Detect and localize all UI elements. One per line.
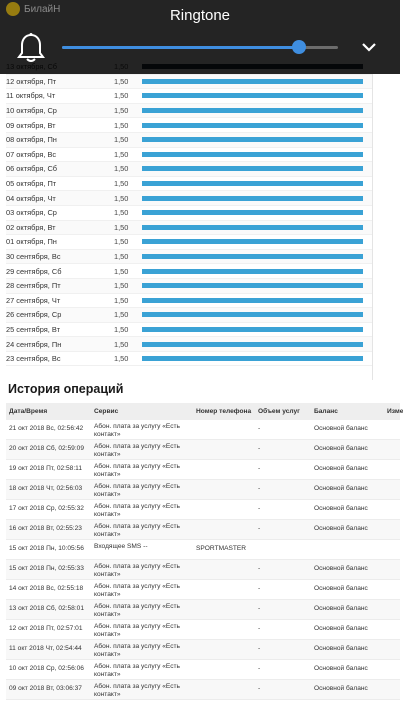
op-volume: - xyxy=(258,445,261,452)
daily-bar xyxy=(142,239,363,244)
op-datetime: 17 окт 2018 Ср, 02:55:32 xyxy=(9,505,84,512)
volume-overlay xyxy=(0,0,400,74)
daily-bar xyxy=(142,181,363,186)
daily-table-border xyxy=(372,74,373,380)
table-row[interactable] xyxy=(6,640,400,660)
daily-bar xyxy=(142,356,363,361)
op-balance: Основной баланс xyxy=(314,665,368,672)
col-datetime[interactable]: Дата/Время xyxy=(9,408,48,415)
table-row[interactable] xyxy=(6,620,400,640)
col-change[interactable]: Изме xyxy=(387,408,403,415)
op-volume: - xyxy=(258,665,261,672)
daily-amount: 1,50 xyxy=(114,149,129,159)
daily-row xyxy=(6,323,372,338)
op-datetime: 13 окт 2018 Сб, 02:58:01 xyxy=(9,605,85,612)
daily-amount: 1,50 xyxy=(114,266,129,276)
col-balance[interactable]: Баланс xyxy=(314,408,338,415)
op-balance: Основной баланс xyxy=(314,685,368,692)
daily-row xyxy=(6,264,372,279)
op-balance: Основной баланс xyxy=(314,485,368,492)
table-row[interactable] xyxy=(6,580,400,600)
daily-bar xyxy=(142,108,363,113)
daily-bar xyxy=(142,225,363,230)
daily-amount: 1,50 xyxy=(114,222,129,232)
op-service: Абон. плата за услугу «Есть контакт» xyxy=(94,583,180,598)
op-datetime: 15 окт 2018 Пн, 10:05:56 xyxy=(9,545,84,552)
op-balance: Основной баланс xyxy=(314,605,368,612)
op-phone: SPORTMASTER xyxy=(196,545,247,552)
op-balance: Основной баланс xyxy=(314,625,368,632)
daily-date: 28 сентября, Пт xyxy=(6,281,61,291)
op-service: Абон. плата за услугу «Есть контакт» xyxy=(94,483,180,498)
op-datetime: 15 окт 2018 Пн, 02:55:33 xyxy=(9,565,84,572)
daily-date: 30 сентября, Вс xyxy=(6,252,61,262)
daily-date: 27 сентября, Чт xyxy=(6,295,61,305)
col-service[interactable]: Сервис xyxy=(94,408,119,415)
daily-date: 09 октября, Вт xyxy=(6,120,56,130)
daily-amount: 1,50 xyxy=(114,106,129,116)
daily-amount: 1,50 xyxy=(114,295,129,305)
op-datetime: 21 окт 2018 Вс, 02:56:42 xyxy=(9,425,84,432)
op-service: Абон. плата за услугу «Есть контакт» xyxy=(94,523,180,538)
daily-date: 29 сентября, Сб xyxy=(6,266,62,276)
daily-amount: 1,50 xyxy=(114,354,129,364)
volume-slider-fill xyxy=(62,46,299,49)
daily-row xyxy=(6,279,372,294)
col-volume[interactable]: Объем услуг xyxy=(258,408,300,415)
daily-row xyxy=(6,352,372,367)
op-service: Входящее SMS -- xyxy=(94,543,148,550)
table-row[interactable] xyxy=(6,420,400,440)
daily-bar xyxy=(142,123,363,128)
op-datetime: 18 окт 2018 Чт, 02:56:03 xyxy=(9,485,83,492)
table-row[interactable] xyxy=(6,480,400,500)
daily-amount: 1,50 xyxy=(114,310,129,320)
op-volume: - xyxy=(258,465,261,472)
daily-row xyxy=(6,250,372,265)
daily-bar xyxy=(142,298,363,303)
daily-date: 23 сентября, Вс xyxy=(6,354,61,364)
daily-date: 10 октября, Ср xyxy=(6,106,57,116)
daily-bar xyxy=(142,166,363,171)
daily-date: 05 октября, Пт xyxy=(6,179,57,189)
daily-row xyxy=(6,75,372,90)
daily-row xyxy=(6,89,372,104)
op-volume: - xyxy=(258,485,261,492)
op-volume: - xyxy=(258,425,261,432)
daily-row xyxy=(6,148,372,163)
daily-bar xyxy=(142,93,363,98)
overlay-title: Ringtone xyxy=(169,7,231,24)
op-balance: Основной баланс xyxy=(314,425,368,432)
op-volume: - xyxy=(258,505,261,512)
daily-amount: 1,50 xyxy=(114,91,129,101)
daily-date: 02 октября, Вт xyxy=(6,222,56,232)
daily-date: 01 октября, Пн xyxy=(6,237,57,247)
daily-amount: 1,50 xyxy=(114,164,129,174)
daily-bar xyxy=(142,210,363,215)
daily-row xyxy=(6,294,372,309)
op-volume: - xyxy=(258,525,261,532)
daily-row xyxy=(6,191,372,206)
op-datetime: 16 окт 2018 Вт, 02:55:23 xyxy=(9,525,82,532)
chevron-down-icon[interactable] xyxy=(360,40,378,54)
brand-name: БилайН xyxy=(24,3,61,15)
op-volume: - xyxy=(258,565,261,572)
op-service: Абон. плата за услугу «Есть контакт» xyxy=(94,683,180,698)
op-balance: Основной баланс xyxy=(314,645,368,652)
daily-amount: 1,50 xyxy=(114,339,129,349)
op-service: Абон. плата за услугу «Есть контакт» xyxy=(94,423,180,438)
op-datetime: 12 окт 2018 Пт, 02:57:01 xyxy=(9,625,83,632)
op-service: Абон. плата за услугу «Есть контакт» xyxy=(94,503,180,518)
col-phone[interactable]: Номер телефона xyxy=(196,408,252,415)
table-row[interactable] xyxy=(6,540,400,560)
daily-row xyxy=(6,162,372,177)
daily-row xyxy=(6,118,372,133)
daily-row xyxy=(6,308,372,323)
daily-amount: 1,50 xyxy=(114,237,129,247)
daily-bar xyxy=(142,79,363,84)
daily-date: 04 октября, Чт xyxy=(6,193,56,203)
op-service: Абон. плата за услугу «Есть контакт» xyxy=(94,663,180,678)
daily-date: 08 октября, Пн xyxy=(6,135,57,145)
daily-row xyxy=(6,221,372,236)
op-datetime: 09 окт 2018 Вт, 03:06:37 xyxy=(9,685,82,692)
daily-amount: 1,50 xyxy=(114,281,129,291)
op-volume: - xyxy=(258,605,261,612)
table-row[interactable] xyxy=(6,660,400,680)
daily-date: 24 сентября, Пн xyxy=(6,339,62,349)
op-balance: Основной баланс xyxy=(314,465,368,472)
daily-bar xyxy=(142,283,363,288)
op-volume: - xyxy=(258,645,261,652)
daily-bar xyxy=(142,342,363,347)
op-service: Абон. плата за услугу «Есть контакт» xyxy=(94,443,180,458)
op-volume: - xyxy=(258,625,261,632)
daily-amount: 1,50 xyxy=(114,135,129,145)
table-row[interactable] xyxy=(6,600,400,620)
daily-amount: 1,50 xyxy=(114,252,129,262)
table-row[interactable] xyxy=(6,500,400,520)
op-volume: - xyxy=(258,685,261,692)
daily-row xyxy=(6,177,372,192)
op-service: Абон. плата за услугу «Есть контакт» xyxy=(94,623,180,638)
bell-icon[interactable] xyxy=(17,32,45,64)
operations-header xyxy=(6,403,403,420)
table-row[interactable] xyxy=(6,560,400,580)
daily-bar xyxy=(142,152,363,157)
daily-date: 11 октября, Чт xyxy=(6,91,56,101)
daily-bar xyxy=(142,137,363,142)
op-balance: Основной баланс xyxy=(314,565,368,572)
table-row[interactable] xyxy=(6,460,400,480)
operations-title: История операций xyxy=(8,382,124,396)
op-datetime: 10 окт 2018 Ср, 02:56:06 xyxy=(9,665,84,672)
daily-date: 12 октября, Пт xyxy=(6,76,57,86)
daily-amount: 1,50 xyxy=(114,76,129,86)
op-balance: Основной баланс xyxy=(314,505,368,512)
op-volume: - xyxy=(258,585,261,592)
op-datetime: 20 окт 2018 Сб, 02:59:09 xyxy=(9,445,85,452)
op-service: Абон. плата за услугу «Есть контакт» xyxy=(94,643,180,658)
op-datetime: 14 окт 2018 Вс, 02:55:18 xyxy=(9,585,84,592)
op-service: Абон. плата за услугу «Есть контакт» xyxy=(94,563,180,578)
op-balance: Основной баланс xyxy=(314,585,368,592)
daily-row xyxy=(6,206,372,221)
daily-row xyxy=(6,133,372,148)
op-balance: Основной баланс xyxy=(314,445,368,452)
daily-amount: 1,50 xyxy=(114,208,129,218)
op-balance: Основной баланс xyxy=(314,525,368,532)
op-service: Абон. плата за услугу «Есть контакт» xyxy=(94,463,180,478)
daily-amount: 1,50 xyxy=(114,324,129,334)
daily-date: 03 октября, Ср xyxy=(6,208,57,218)
daily-bar xyxy=(142,254,363,259)
daily-bar xyxy=(142,269,363,274)
operations-table xyxy=(6,420,400,700)
daily-bar xyxy=(142,327,363,332)
op-datetime: 19 окт 2018 Пт, 02:58:11 xyxy=(9,465,83,472)
op-service: Абон. плата за услугу «Есть контакт» xyxy=(94,603,180,618)
volume-slider-thumb[interactable] xyxy=(292,40,306,54)
daily-amount: 1,50 xyxy=(114,193,129,203)
daily-bar xyxy=(142,312,363,317)
daily-date: 07 октября, Вс xyxy=(6,149,57,159)
table-row[interactable] xyxy=(6,520,400,540)
daily-row xyxy=(6,235,372,250)
daily-row xyxy=(6,337,372,352)
daily-bar xyxy=(142,196,363,201)
daily-amount: 1,50 xyxy=(114,120,129,130)
table-row[interactable] xyxy=(6,440,400,460)
daily-amount: 1,50 xyxy=(114,179,129,189)
daily-charges-table xyxy=(6,60,372,366)
daily-date: 25 сентября, Вт xyxy=(6,324,60,334)
op-datetime: 11 окт 2018 Чт, 02:54:44 xyxy=(9,645,82,652)
table-row[interactable] xyxy=(6,680,400,700)
daily-date: 26 сентября, Ср xyxy=(6,310,62,320)
daily-date: 06 октября, Сб xyxy=(6,164,58,174)
daily-row xyxy=(6,104,372,119)
